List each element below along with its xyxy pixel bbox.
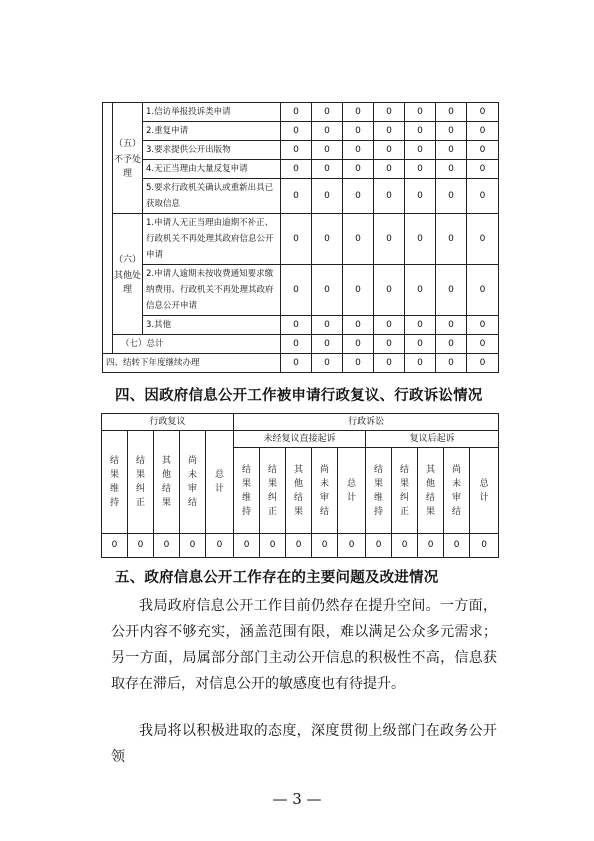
- table-row: [103, 179, 499, 214]
- value-cell: 0: [281, 335, 312, 354]
- value-cell: 0: [312, 214, 343, 265]
- value-cell: 0: [281, 179, 312, 214]
- litigation-col-label: [392, 448, 418, 534]
- table-row: [103, 335, 499, 354]
- value-cell: 0: [405, 179, 436, 214]
- value-cell: 0: [281, 214, 312, 265]
- value-cell: 0: [405, 141, 436, 160]
- table-row: [103, 122, 499, 141]
- value-cell: 0: [418, 534, 444, 558]
- item-label: 3.其他: [143, 316, 281, 335]
- table-row: [103, 316, 499, 335]
- item-label: 1.申请人无正当理由逾期不补正、行政机关不再处理其政府信息公开申请: [143, 214, 281, 265]
- table-row: [103, 141, 499, 160]
- review-col-label: [180, 431, 206, 534]
- value-cell: 0: [154, 534, 180, 558]
- value-cell: 0: [343, 316, 374, 335]
- col-label-text: 结果维持: [242, 464, 252, 517]
- value-cell: 0: [366, 534, 392, 558]
- value-cell: 0: [312, 103, 343, 122]
- value-cell: 0: [405, 122, 436, 141]
- value-cell: 0: [312, 122, 343, 141]
- value-cell: 0: [312, 335, 343, 354]
- value-cell: 0: [405, 316, 436, 335]
- value-cell: 0: [374, 179, 405, 214]
- value-cell: 0: [436, 103, 467, 122]
- value-cell: 0: [281, 354, 312, 373]
- value-cell: 0: [405, 160, 436, 179]
- value-cell: 0: [374, 103, 405, 122]
- value-cell: 0: [281, 103, 312, 122]
- value-cell: 0: [436, 122, 467, 141]
- section-4-title: 四、因政府信息公开工作被申请行政复议、行政诉讼情况: [115, 388, 483, 404]
- value-cell: 0: [374, 335, 405, 354]
- spacer-cell: [103, 103, 113, 354]
- value-cell: 0: [343, 141, 374, 160]
- value-cell: 0: [312, 316, 343, 335]
- value-cell: 0: [343, 335, 374, 354]
- value-cell: 0: [374, 265, 405, 316]
- value-cell: 0: [338, 534, 366, 558]
- col-label-text: 尚未审结: [320, 464, 330, 517]
- value-cell: 0: [436, 160, 467, 179]
- value-cell: 0: [436, 179, 467, 214]
- litigation-col-label: [338, 448, 366, 534]
- value-cell: 0: [467, 103, 499, 122]
- disposal-table-body: [103, 103, 499, 373]
- problems-paragraph: 我局政府信息公开工作目前仍然存在提升空间。一方面，公开内容不够充实，涵盖范围有限，难以满足公众多元需求；另一方面，局属部分部门主动公开信息的积极性不高，信息获取存在滞后，对信息公开的敏感度也有待提升。: [111, 598, 497, 692]
- after-review-header: 复议后起诉: [366, 431, 499, 448]
- table-row: [103, 265, 499, 316]
- group-name: 其他处理: [113, 271, 141, 295]
- value-cell: 0: [444, 534, 470, 558]
- value-cell: 0: [128, 534, 154, 558]
- value-cell: 0: [234, 534, 260, 558]
- col-label-text: 其他结果: [294, 464, 304, 517]
- value-cell: 0: [343, 214, 374, 265]
- col-label-text: 尚未审结: [187, 456, 197, 508]
- item-label: 2.申请人逾期未按收费通知要求缴纳费用、行政机关不再处理其政府信息公开申请: [143, 265, 281, 316]
- value-cell: 0: [436, 316, 467, 335]
- review-litigation-table: [101, 413, 499, 558]
- litigation-col-label: [418, 448, 444, 534]
- value-cell: 0: [281, 122, 312, 141]
- review-col-label: [102, 431, 128, 534]
- group-number: （五）: [113, 139, 141, 149]
- value-cell: 0: [343, 122, 374, 141]
- col-label-text: 总计: [347, 478, 357, 503]
- value-cell: 0: [312, 265, 343, 316]
- item-label: 4.无正当理由大量反复申请: [143, 160, 281, 179]
- litigation-col-label: [260, 448, 286, 534]
- value-cell: 0: [467, 316, 499, 335]
- item-label: 2.重复申请: [143, 122, 281, 141]
- value-cell: 0: [467, 335, 499, 354]
- value-cell: 0: [343, 179, 374, 214]
- col-label-text: 结果纠正: [135, 456, 145, 508]
- value-cell: 0: [405, 265, 436, 316]
- value-cell: 0: [405, 214, 436, 265]
- value-cell: 0: [374, 141, 405, 160]
- value-cell: 0: [467, 141, 499, 160]
- value-cell: 0: [281, 265, 312, 316]
- page-number: — 3 —: [272, 790, 322, 808]
- review-header: 行政复议: [102, 414, 234, 431]
- value-cell: 0: [312, 534, 338, 558]
- value-cell: 0: [343, 160, 374, 179]
- value-cell: 0: [312, 354, 343, 373]
- value-cell: 0: [470, 534, 499, 558]
- value-cell: 0: [260, 534, 286, 558]
- group-number: （六）: [113, 255, 141, 265]
- item-label: 3.要求提供公开出版物: [143, 141, 281, 160]
- col-label-text: 结果纠正: [400, 464, 410, 517]
- value-cell: 0: [312, 160, 343, 179]
- value-cell: 0: [281, 316, 312, 335]
- col-label-text: 结果维持: [374, 464, 384, 517]
- value-cell: 0: [405, 103, 436, 122]
- value-cell: 0: [467, 265, 499, 316]
- table-row: [103, 103, 499, 122]
- value-cell: 0: [374, 316, 405, 335]
- table-row: [103, 160, 499, 179]
- litigation-col-label: [444, 448, 470, 534]
- value-cell: 0: [467, 160, 499, 179]
- group6-label: [113, 214, 143, 335]
- disposal-table: [102, 102, 499, 373]
- total-label: （七）总计: [113, 335, 281, 354]
- value-cell: 0: [436, 141, 467, 160]
- value-cell: 0: [180, 534, 206, 558]
- value-cell: 0: [312, 141, 343, 160]
- litigation-col-label: [470, 448, 499, 534]
- value-cell: 0: [102, 534, 128, 558]
- value-cell: 0: [467, 122, 499, 141]
- col-label-text: 总计: [479, 478, 489, 503]
- col-label-text: 尚未审结: [452, 464, 462, 517]
- value-cell: 0: [343, 354, 374, 373]
- value-cell: 0: [467, 179, 499, 214]
- litigation-col-label: [286, 448, 312, 534]
- value-cell: 0: [374, 122, 405, 141]
- value-cell: 0: [312, 179, 343, 214]
- col-label-text: 总计: [215, 470, 225, 494]
- value-cell: 0: [436, 335, 467, 354]
- value-cell: 0: [206, 534, 234, 558]
- item-label: 5.要求行政机关确认或重新出具已获取信息: [143, 179, 281, 214]
- litigation-col-label: [312, 448, 338, 534]
- value-cell: 0: [343, 265, 374, 316]
- value-cell: 0: [436, 265, 467, 316]
- item-label: 1.信访举报投诉类申请: [143, 103, 281, 122]
- review-col-label: [154, 431, 180, 534]
- value-cell: 0: [286, 534, 312, 558]
- col-label-text: 结果纠正: [268, 464, 278, 517]
- group-name: 不予处理: [113, 155, 141, 179]
- table-row: [103, 214, 499, 265]
- review-col-label: [206, 431, 234, 534]
- litigation-col-label: [366, 448, 392, 534]
- litigation-col-label: [234, 448, 260, 534]
- value-cell: 0: [436, 354, 467, 373]
- improvement-paragraph: 我局将以积极进取的态度，深度贯彻上级部门在政务公开领: [111, 723, 497, 765]
- value-cell: 0: [467, 354, 499, 373]
- group5-label: [113, 103, 143, 214]
- value-cell: 0: [374, 354, 405, 373]
- value-cell: 0: [343, 103, 374, 122]
- value-cell: 0: [467, 214, 499, 265]
- col-label-text: 其他结果: [161, 456, 171, 508]
- col-label-text: 结果维持: [109, 456, 119, 508]
- col-label-text: 其他结果: [426, 464, 436, 517]
- value-cell: 0: [281, 141, 312, 160]
- value-cell: 0: [436, 214, 467, 265]
- value-cell: 0: [374, 160, 405, 179]
- section-5-title: 五、政府信息公开工作存在的主要问题及改进情况: [115, 570, 439, 586]
- direct-suit-header: 未经复议直接起诉: [234, 431, 366, 448]
- litigation-header: 行政诉讼: [234, 414, 499, 431]
- value-cell: 0: [405, 354, 436, 373]
- value-cell: 0: [281, 160, 312, 179]
- review-col-label: [128, 431, 154, 534]
- value-cell: 0: [392, 534, 418, 558]
- table-row: [103, 354, 499, 373]
- carry-over-label: 四、结转下年度继续办理: [103, 354, 281, 373]
- value-cell: 0: [374, 214, 405, 265]
- value-cell: 0: [405, 335, 436, 354]
